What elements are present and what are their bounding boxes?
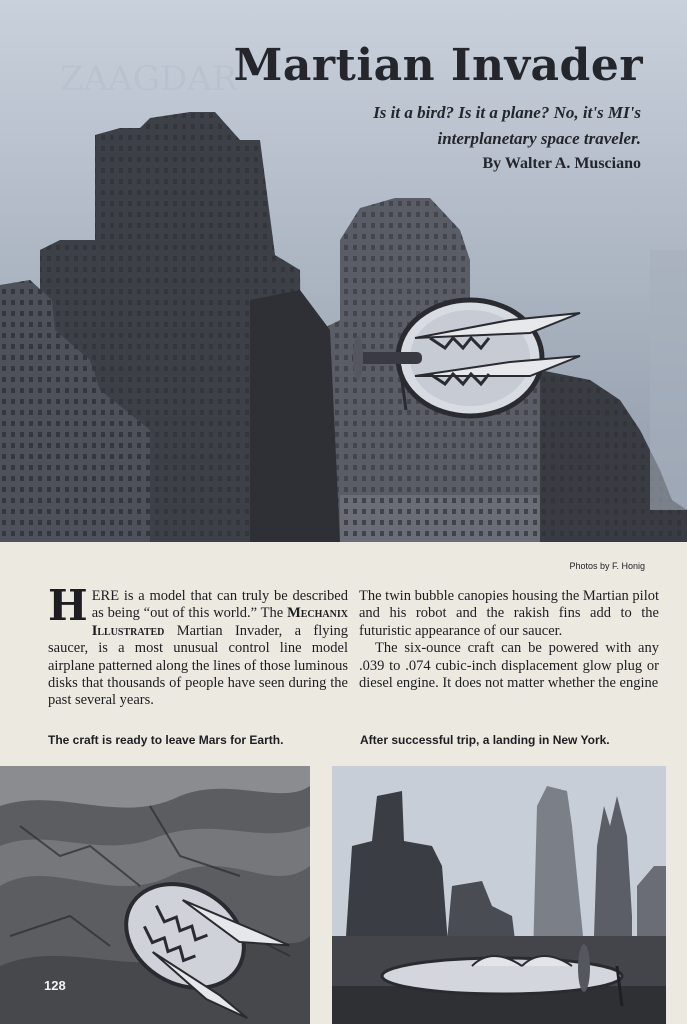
article-title: Martian Invader <box>233 40 643 91</box>
caption-right: After successful trip, a landing in New York. <box>360 733 610 747</box>
body-paragraph: The twin bubble canopies housing the Martian pilot and his robot and the rakish fins add to the futuristic appearance of our saucer. <box>359 588 660 639</box>
body-paragraph: The six-ounce craft can be powered with any .039 to .074 cubic-inch displacement glow plug or diesel engine. It does not matter whether the engine <box>359 640 659 692</box>
article-subtitle: Is it a bird? Is it a plane? No, it's MI's interplanetary space traveler. <box>373 103 641 148</box>
body-paragraph <box>48 581 348 710</box>
body-column-right <box>359 588 659 692</box>
body-column-left <box>48 581 348 710</box>
article-byline: By Walter A. Musciano <box>482 155 641 172</box>
caption-left: The craft is ready to leave Mars for Earth. <box>48 733 284 747</box>
page-number: 128 <box>44 978 66 993</box>
drop-cap: H <box>48 581 88 630</box>
photo-credit: Photos by F. Honig <box>569 561 645 571</box>
body-text: Martian Invader, a flying saucer, is a most unusual control line model airplane patterned along the lines of those luminous disks that thousands of people have seen during the past several years. <box>48 622 348 709</box>
body-text: ERE is a model that can truly be described as being “out of this world.” The <box>91 588 348 622</box>
photo-new-york-landing <box>332 766 666 1024</box>
magazine-name: Mechanix Illustrated <box>91 605 348 639</box>
svg-text:ZAAGDAR: ZAAGDAR <box>60 59 238 99</box>
